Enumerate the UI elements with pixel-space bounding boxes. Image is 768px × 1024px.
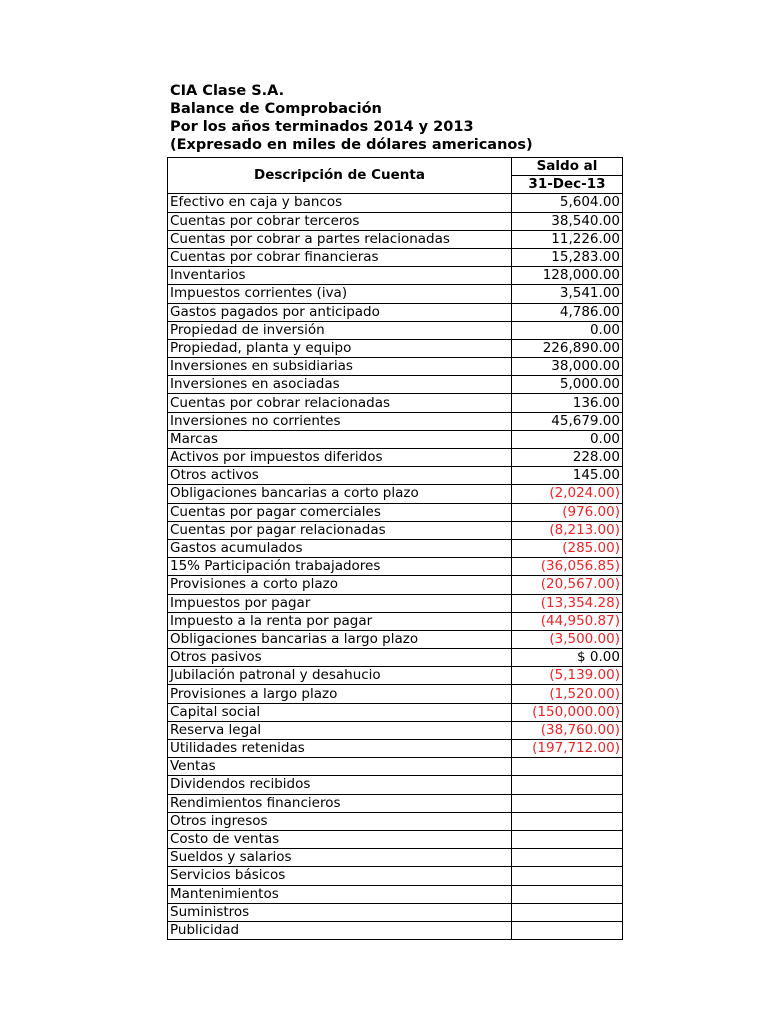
table-row: [168, 321, 623, 339]
table-row: [168, 740, 623, 758]
table-row: [168, 503, 623, 521]
table-row: [168, 449, 623, 467]
table-row: [168, 212, 623, 230]
table-row: [168, 485, 623, 503]
balance-cell: 226,890.00: [512, 339, 623, 357]
account-name-cell: Impuesto a la renta por pagar: [168, 612, 512, 630]
account-name-cell: Publicidad: [168, 921, 512, 939]
account-name-cell: Suministros: [168, 903, 512, 921]
table-row: [168, 303, 623, 321]
report-period: Por los años terminados 2014 y 2013: [170, 119, 474, 135]
account-name-cell: Rendimientos financieros: [168, 794, 512, 812]
account-name-cell: Jubilación patronal y desahucio: [168, 667, 512, 685]
table-row: [168, 758, 623, 776]
balance-cell: 4,786.00: [512, 303, 623, 321]
account-name-cell: Marcas: [168, 430, 512, 448]
table-body: [168, 194, 623, 940]
account-name-cell: Utilidades retenidas: [168, 740, 512, 758]
table-row: [168, 285, 623, 303]
balance-cell: 45,679.00: [512, 412, 623, 430]
account-name-cell: Impuestos por pagar: [168, 594, 512, 612]
account-name-cell: Cuentas por cobrar terceros: [168, 212, 512, 230]
balance-cell: (44,950.87): [512, 612, 623, 630]
balance-cell: [512, 758, 623, 776]
account-name-cell: Inversiones no corrientes: [168, 412, 512, 430]
account-name-cell: Obligaciones bancarias a corto plazo: [168, 485, 512, 503]
account-name-cell: Cuentas por cobrar a partes relacionadas: [168, 230, 512, 248]
balance-cell: 0.00: [512, 430, 623, 448]
account-name-cell: Efectivo en caja y bancos: [168, 194, 512, 212]
account-name-cell: Provisiones a largo plazo: [168, 685, 512, 703]
table-row: [168, 194, 623, 212]
account-name-cell: Ventas: [168, 758, 512, 776]
account-name-cell: Provisiones a corto plazo: [168, 576, 512, 594]
company-name: CIA Clase S.A.: [170, 83, 285, 99]
balance-cell: [512, 812, 623, 830]
balance-cell: 5,000.00: [512, 376, 623, 394]
account-name-cell: Inventarios: [168, 267, 512, 285]
account-name-cell: Costo de ventas: [168, 830, 512, 848]
table-row: [168, 867, 623, 885]
report-title: Balance de Comprobación: [170, 101, 382, 117]
balance-cell: 38,540.00: [512, 212, 623, 230]
table-row: [168, 376, 623, 394]
balance-cell: (20,567.00): [512, 576, 623, 594]
balance-cell: 136.00: [512, 394, 623, 412]
balance-cell: (2,024.00): [512, 485, 623, 503]
balance-cell: [512, 776, 623, 794]
account-name-cell: Activos por impuestos diferidos: [168, 449, 512, 467]
balance-cell: 128,000.00: [512, 267, 623, 285]
account-name-cell: Inversiones en subsidiarias: [168, 358, 512, 376]
account-name-cell: Mantenimientos: [168, 885, 512, 903]
table-row: [168, 630, 623, 648]
table-header: [168, 158, 623, 194]
table-row: [168, 267, 623, 285]
account-name-cell: Gastos acumulados: [168, 539, 512, 557]
table-row: [168, 467, 623, 485]
report-header: [170, 82, 533, 154]
balance-cell: (5,139.00): [512, 667, 623, 685]
table-row: [168, 430, 623, 448]
table-row: [168, 612, 623, 630]
balance-cell: 11,226.00: [512, 230, 623, 248]
table-row: [168, 576, 623, 594]
balance-cell: (1,520.00): [512, 685, 623, 703]
balance-cell: (8,213.00): [512, 521, 623, 539]
account-name-cell: Cuentas por cobrar relacionadas: [168, 394, 512, 412]
table-row: [168, 703, 623, 721]
table-row: [168, 830, 623, 848]
account-name-cell: Otros activos: [168, 467, 512, 485]
account-name-cell: Cuentas por pagar comerciales: [168, 503, 512, 521]
account-name-cell: Reserva legal: [168, 721, 512, 739]
balance-cell: [512, 921, 623, 939]
trial-balance-table: [167, 157, 623, 940]
account-name-cell: Impuestos corrientes (iva): [168, 285, 512, 303]
table-row: [168, 594, 623, 612]
balance-cell: 228.00: [512, 449, 623, 467]
table-row: [168, 721, 623, 739]
balance-cell: [512, 830, 623, 848]
balance-cell: (150,000.00): [512, 703, 623, 721]
balance-cell: [512, 794, 623, 812]
balance-cell: (36,056.85): [512, 558, 623, 576]
table-row: [168, 339, 623, 357]
balance-cell: [512, 867, 623, 885]
table-row: [168, 230, 623, 248]
table-row: [168, 921, 623, 939]
account-name-cell: Inversiones en asociadas: [168, 376, 512, 394]
table-row: [168, 539, 623, 557]
account-name-cell: Capital social: [168, 703, 512, 721]
table-row: [168, 776, 623, 794]
balance-cell: (976.00): [512, 503, 623, 521]
account-name-cell: 15% Participación trabajadores: [168, 558, 512, 576]
balance-cell: (3,500.00): [512, 630, 623, 648]
table-row: [168, 849, 623, 867]
account-name-cell: Servicios básicos: [168, 867, 512, 885]
account-name-cell: Obligaciones bancarias a largo plazo: [168, 630, 512, 648]
balance-cell: 3,541.00: [512, 285, 623, 303]
table-row: [168, 649, 623, 667]
balance-cell: (197,712.00): [512, 740, 623, 758]
balance-cell: (285.00): [512, 539, 623, 557]
balance-cell: 145.00: [512, 467, 623, 485]
column-header-date: 31-Dec-13: [512, 176, 623, 194]
account-name-cell: Propiedad, planta y equipo: [168, 339, 512, 357]
table-row: [168, 685, 623, 703]
column-header-description: Descripción de Cuenta: [168, 158, 512, 194]
table-row: [168, 358, 623, 376]
account-name-cell: Otros pasivos: [168, 649, 512, 667]
table-row: [168, 812, 623, 830]
table-row: [168, 394, 623, 412]
account-name-cell: Cuentas por pagar relacionadas: [168, 521, 512, 539]
balance-cell: (38,760.00): [512, 721, 623, 739]
balance-cell: [512, 903, 623, 921]
account-name-cell: Sueldos y salarios: [168, 849, 512, 867]
account-name-cell: Cuentas por cobrar financieras: [168, 248, 512, 266]
table-row: [168, 903, 623, 921]
balance-cell: $ 0.00: [512, 649, 623, 667]
balance-cell: 0.00: [512, 321, 623, 339]
balance-cell: (13,354.28): [512, 594, 623, 612]
balance-cell: 15,283.00: [512, 248, 623, 266]
table-row: [168, 794, 623, 812]
table-row: [168, 667, 623, 685]
account-name-cell: Propiedad de inversión: [168, 321, 512, 339]
report-units: (Expresado en miles de dólares americanos): [170, 137, 533, 153]
table-row: [168, 558, 623, 576]
table-row: [168, 248, 623, 266]
table-row: [168, 521, 623, 539]
column-header-balance: Saldo al: [512, 158, 623, 176]
account-name-cell: Gastos pagados por anticipado: [168, 303, 512, 321]
balance-cell: [512, 849, 623, 867]
table-row: [168, 412, 623, 430]
account-name-cell: Otros ingresos: [168, 812, 512, 830]
balance-cell: 38,000.00: [512, 358, 623, 376]
account-name-cell: Dividendos recibidos: [168, 776, 512, 794]
balance-cell: 5,604.00: [512, 194, 623, 212]
table-row: [168, 885, 623, 903]
balance-cell: [512, 885, 623, 903]
